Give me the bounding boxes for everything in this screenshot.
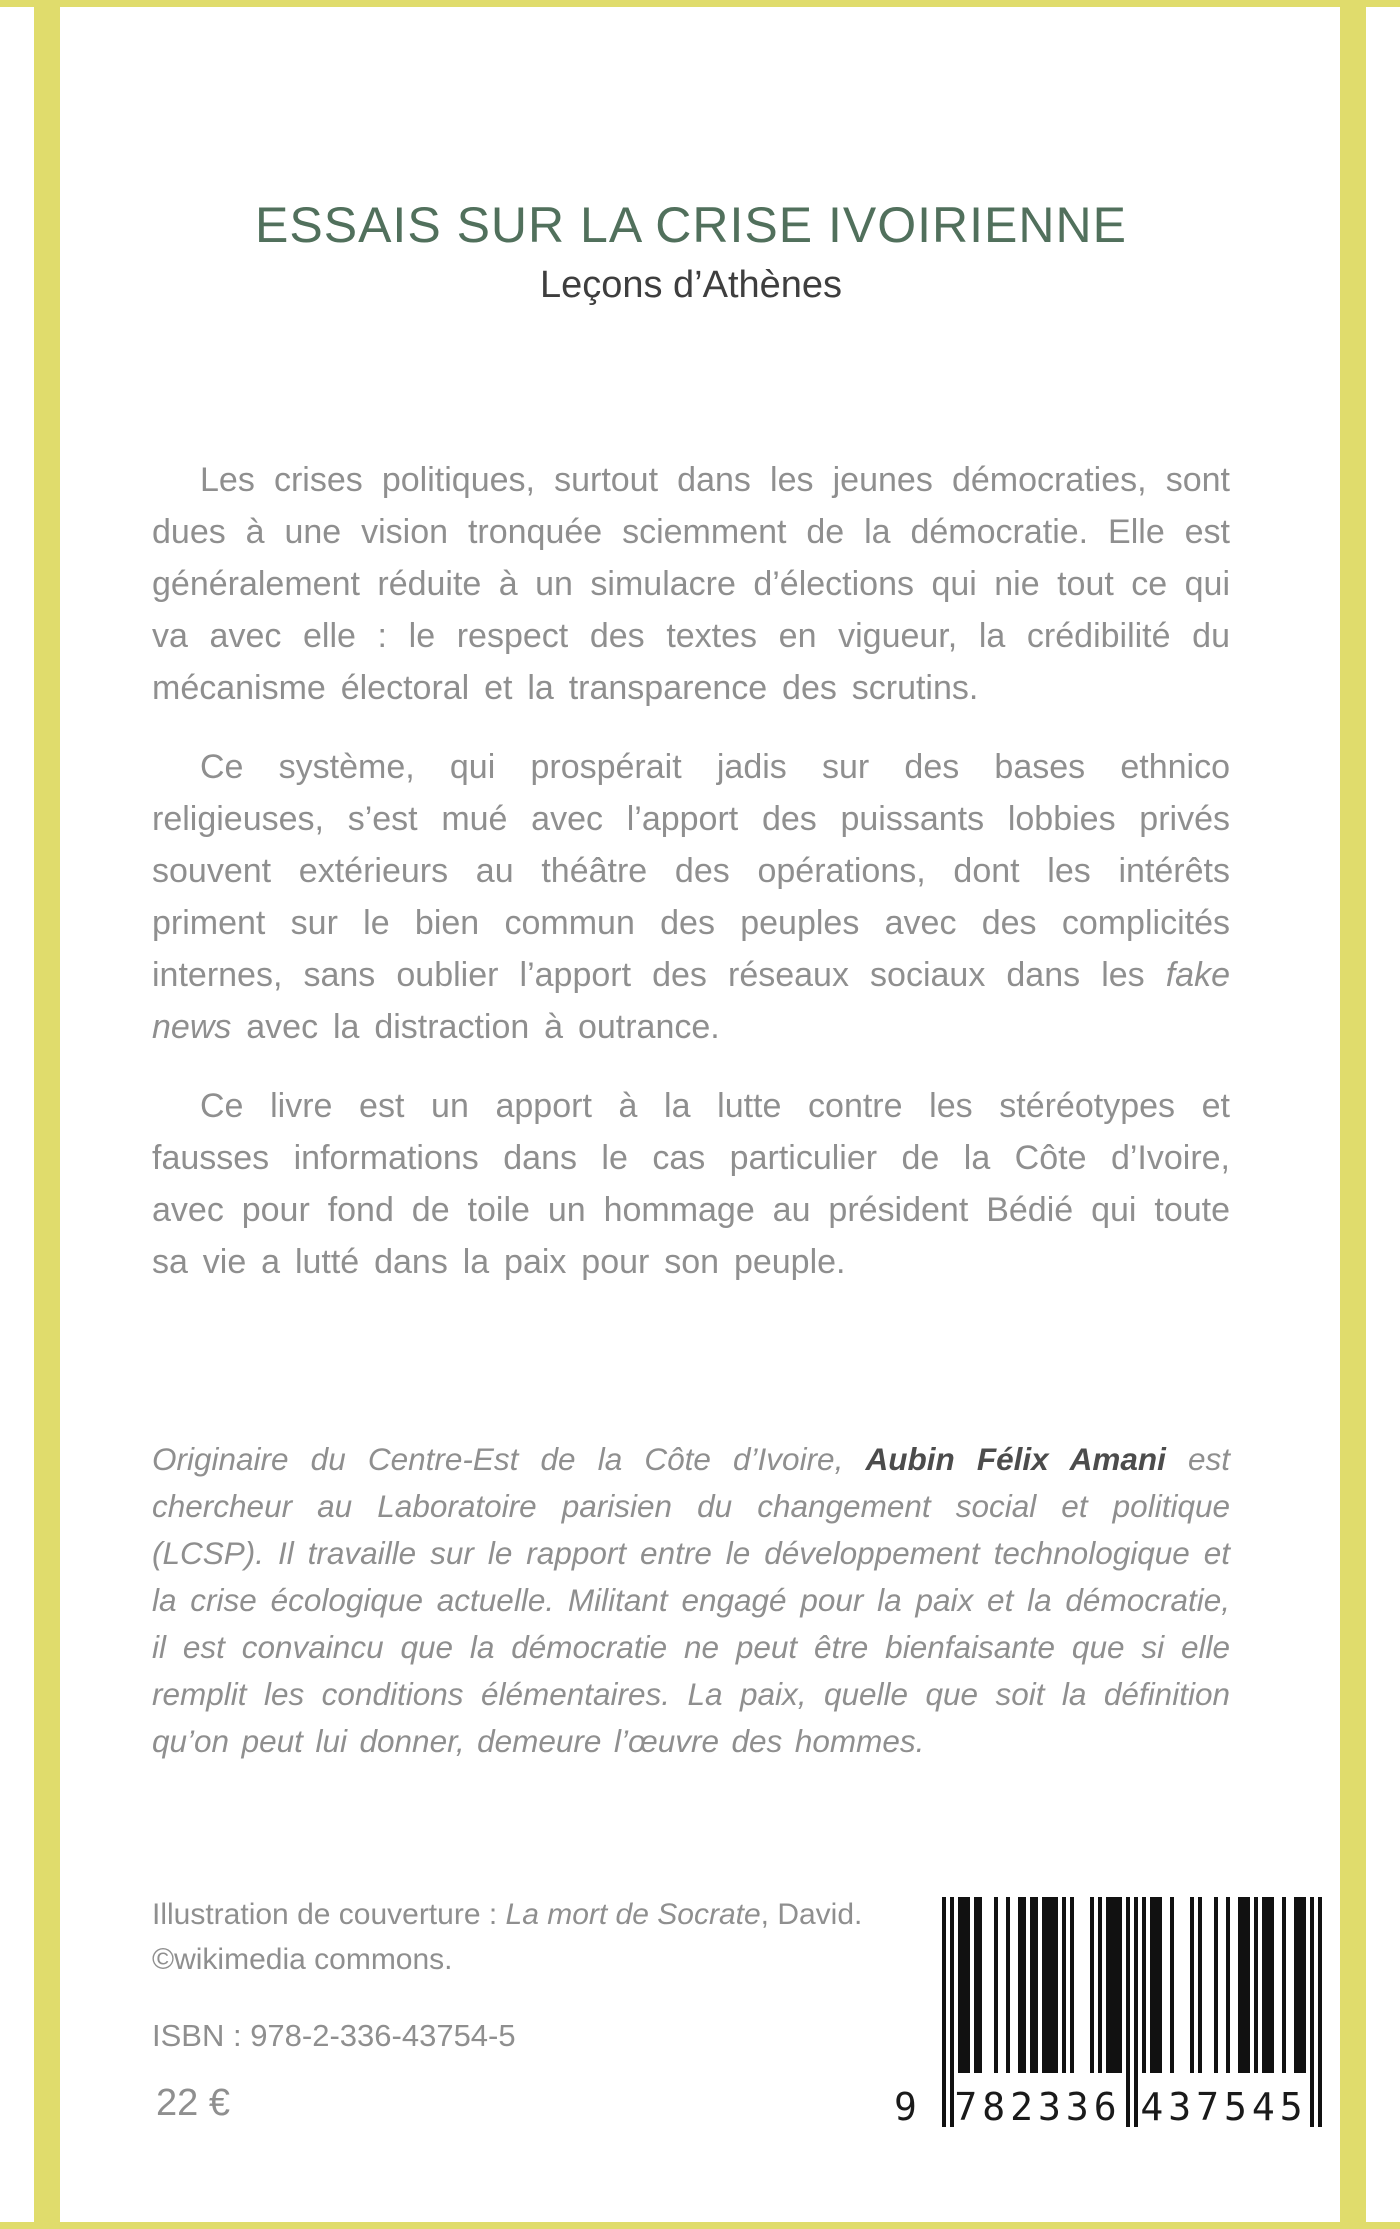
illustration-credit (152, 1892, 862, 1982)
title-block (152, 196, 1230, 308)
paragraph-text: Ce système, qui prospérait jadis sur des bases ethnico religieuses, s’est mué avec l’apport des puissants lobbies privés souvent extérieurs au théâtre des opérations, dont les intérêts priment sur le bien commun des peuples avec des complicités internes, sans oublier l’apport des réseaux sociaux dans les (152, 748, 1230, 994)
isbn: ISBN : 978-2-336-43754-5 (152, 2018, 516, 2053)
credit-work-title: La mort de Socrate (505, 1898, 761, 1931)
author-bio (152, 1436, 1230, 1765)
credit-line-2: ©wikimedia commons. (152, 1943, 453, 1976)
barcode (892, 1897, 1328, 2129)
bio-text: est chercheur au Laboratoire parisien du changement social et politique (LCSP). Il travaille sur le rapport entre le développement technologique et la crise écologique actuelle. Militant engagé pour la paix et la démocratie, il est convaincu que la démocratie ne peut être bienfaisante que si elle remplit les conditions élémentaires. La paix, quelle que soit la définition qu’on peut lui donner, demeure l’œuvre des hommes. (152, 1441, 1230, 1759)
barcode-digit-group: 9 (894, 2077, 938, 2129)
bio-text: Originaire du Centre-Est de la Côte d’Ivoire, (152, 1441, 866, 1477)
book-subtitle: Leçons d’Athènes (539, 264, 843, 306)
book-title: ESSAIS SUR LA CRISE IVOIRIENNE (255, 197, 1127, 253)
credit-suffix: , David. (760, 1898, 863, 1931)
back-cover-content (152, 0, 1230, 1765)
barcode-digit-group: 782336 (956, 2077, 1120, 2129)
barcode-bars (942, 1897, 1322, 2073)
cover-frame-left (34, 0, 60, 2229)
paragraph-text: Ce livre est un apport à la lutte contre les stéréotypes et fausses informations dans le cas particulier de la Côte d’Ivoire, avec pour fond de toile un hommage au président Bédié qui toute sa vie a lutté dans la paix pour son peuple. (152, 1087, 1230, 1281)
cover-frame-right (1340, 0, 1366, 2229)
barcode-digit-group: 437545 (1142, 2077, 1306, 2129)
price: 22 € (156, 2082, 230, 2124)
credit-line-1 (152, 1892, 862, 1937)
credit-prefix: Illustration de couverture : (152, 1898, 506, 1931)
synopsis-paragraph-3 (152, 1080, 1230, 1288)
author-name: Aubin Félix Amani (865, 1441, 1166, 1477)
paragraph-text: Les crises politiques, surtout dans les jeunes démocraties, sont dues à une vision tronquée sciemment de la démocratie. Elle est généralement réduite à un simulacre d’élections qui nie tout ce qui va avec elle : le respect des textes en vigueur, la crédibilité du mécanisme électoral et la transparence des scrutins. (152, 461, 1230, 707)
synopsis (152, 454, 1230, 1288)
paragraph-text: avec la distraction à outrance. (231, 1008, 720, 1046)
synopsis-paragraph-2 (152, 741, 1230, 1053)
synopsis-paragraph-1 (152, 454, 1230, 714)
paragraph-italic-text: fake news (152, 956, 1230, 1046)
cover-frame-bottom (0, 2222, 1400, 2229)
